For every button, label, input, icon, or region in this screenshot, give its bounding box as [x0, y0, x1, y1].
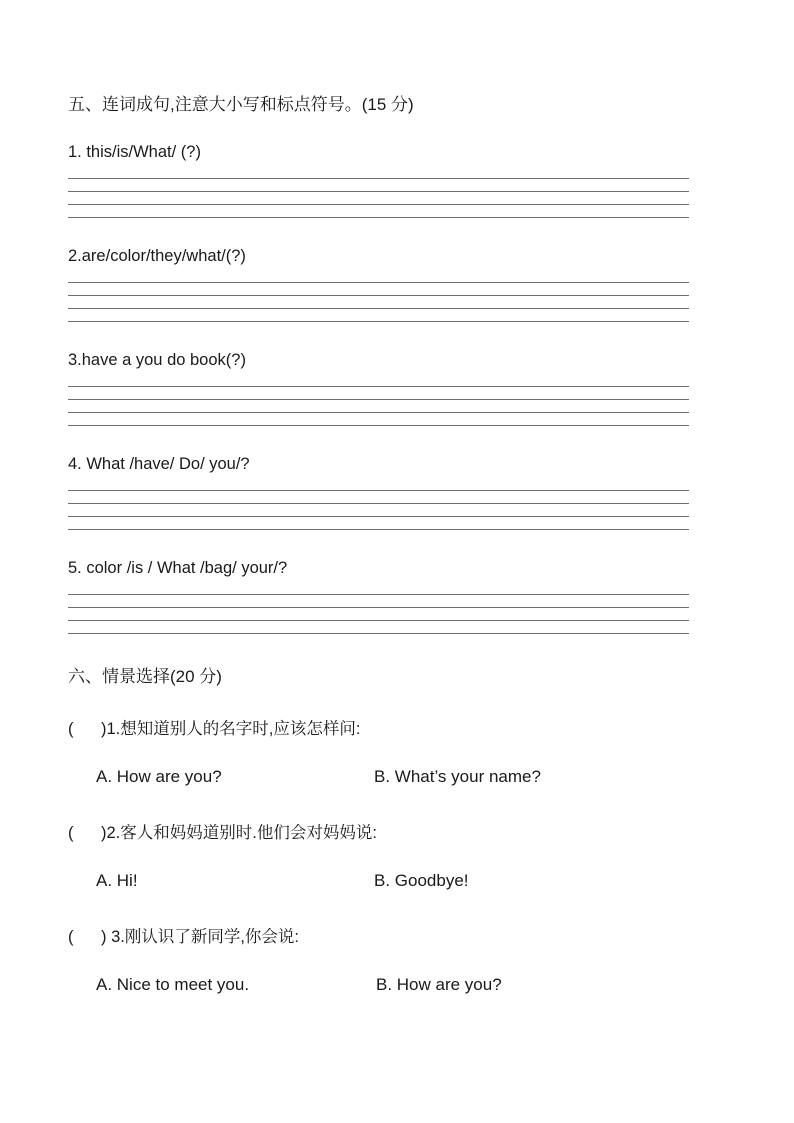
- question-2-text: 2.are/color/they/what/(?): [68, 247, 246, 265]
- q2-option-a: A. Hi!: [96, 871, 138, 890]
- q3-option-b: B. How are you?: [376, 975, 502, 994]
- answer-bracket[interactable]: ( ): [68, 720, 107, 738]
- question-3-text: 3.have a you do book(?): [68, 351, 246, 369]
- question-prompt: 1.想知道别人的名字时,应该怎样问:: [106, 720, 361, 738]
- choice-question-3: [68, 923, 299, 947]
- q2-option-b: B. Goodbye!: [374, 871, 469, 890]
- q3-option-a: A. Nice to meet you.: [96, 975, 250, 994]
- answer-bracket[interactable]: ( ): [68, 928, 107, 946]
- choice-question-2: [68, 819, 377, 843]
- q1-option-a: A. How are you?: [96, 767, 222, 786]
- question-prompt: 2.客人和妈妈道别时.他们会对妈妈说:: [106, 824, 377, 842]
- question-4-text: 4. What /have/ Do/ you/?: [68, 455, 250, 473]
- section6-heading: 六、情景选择(20 分): [68, 667, 222, 686]
- section5-heading: 五、连词成句,注意大小写和标点符号。(15 分): [68, 95, 414, 114]
- answer-bracket[interactable]: ( ): [68, 824, 107, 842]
- question-prompt: 3.刚认识了新同学,你会说:: [106, 928, 300, 946]
- question-5-text: 5. color /is / What /bag/ your/?: [68, 559, 288, 577]
- question-1-text: 1. this/is/What/ (?): [68, 143, 201, 161]
- choice-question-1: [68, 715, 360, 739]
- q1-option-b: B. What’s your name?: [374, 767, 541, 786]
